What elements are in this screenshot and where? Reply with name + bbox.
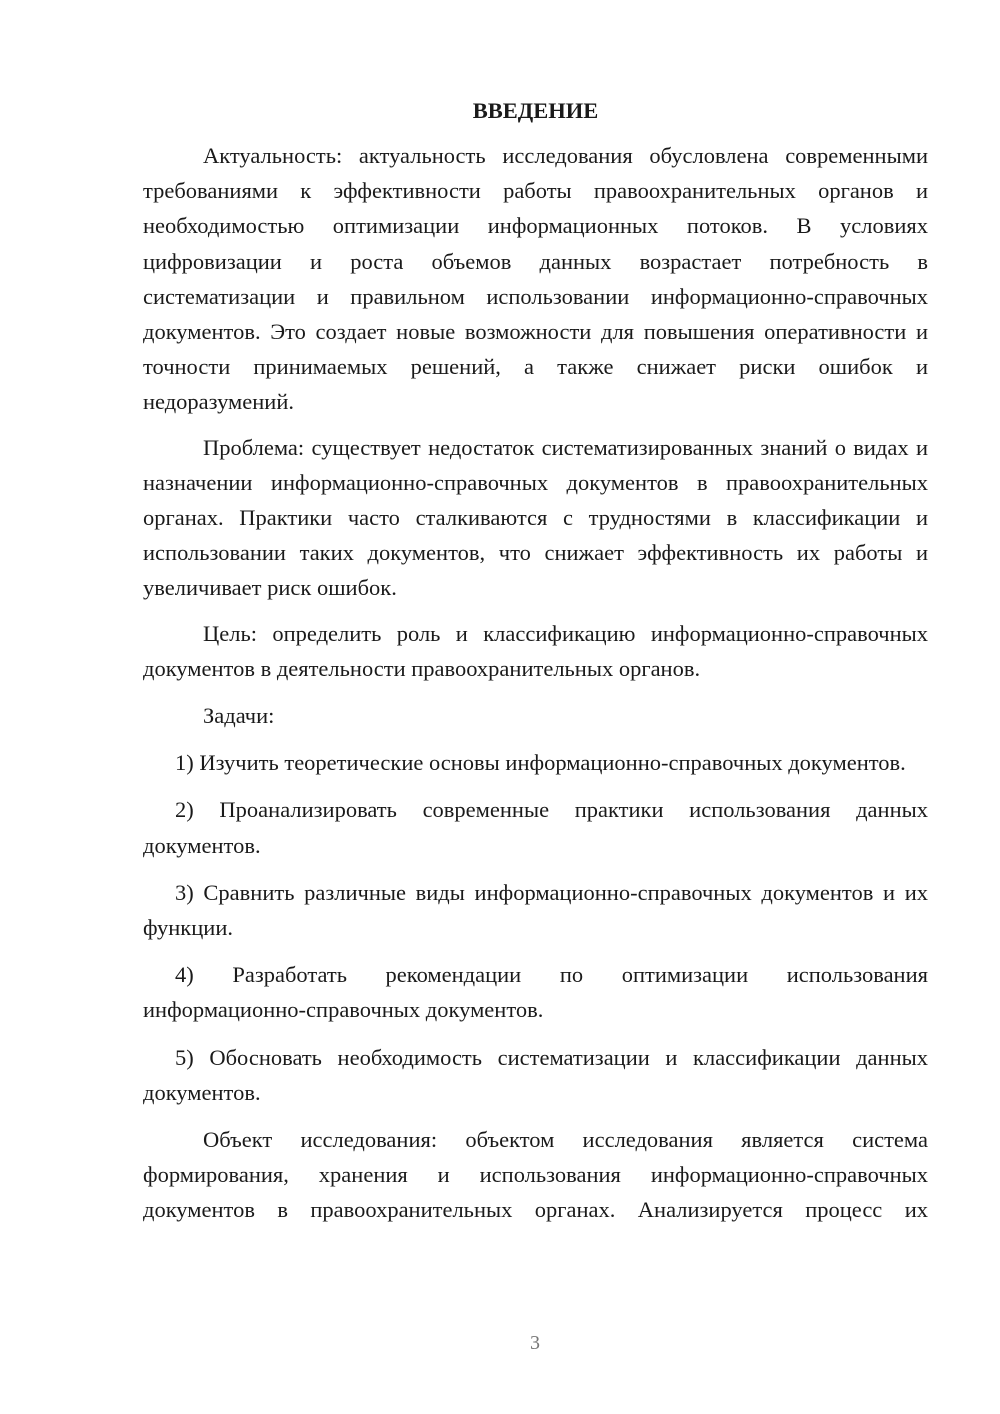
task-item: 1) Изучить теоретические основы информационно-справочных документов. — [175, 750, 906, 776]
task-item: 3) Сравнить различные виды информационно-справочных документов и их функции. — [143, 879, 928, 941]
paragraph-goal: Цель: определить роль и классификацию информационно-справочных документов в деятельности правоохранительных органов. — [143, 620, 928, 681]
task-item: 5) Обосновать необходимость систематизации и классификации данных документов. — [143, 1044, 928, 1105]
task-item: 2) Проанализировать современные практики использования данных документов. — [143, 797, 928, 858]
page-content — [143, 96, 928, 1228]
paragraph-relevance: Актуальность: актуальность исследования обусловлена современными требованиями к эффективности работы правоохранительных органов и необходимостью оптимизации информационных потоков. В условиях цифровизации и роста объемов данных возрастает потребность в систематизации и правильном использовании информационно-справочных документов. Это создает новые возможности для повышения оперативности и точности принимаемых решений, а также снижает риски ошибок и недоразумений. — [143, 143, 928, 415]
paragraph-problem: Проблема: существует недостаток систематизированных знаний о видах и назначении информационно-справочных документов в правоохранительных органах. Практики часто сталкиваются с трудностями в классификации и использовании таких документов, что снижает эффективность их работы и увеличивает риск ошибок. — [143, 434, 928, 601]
page-title: ВВЕДЕНИЕ — [472, 98, 599, 123]
task-item: 4) Разработать рекомендации по оптимизации использования информационно-справочных документов. — [143, 962, 928, 1023]
tasks-label: Задачи: — [203, 703, 275, 729]
page-number: 3 — [530, 1332, 540, 1354]
paragraph-object: Объект исследования: объектом исследования является система формирования, хранения и использования информационно-справочных документов в правоохранительных органах. Анализируется процесс их — [143, 1127, 928, 1223]
